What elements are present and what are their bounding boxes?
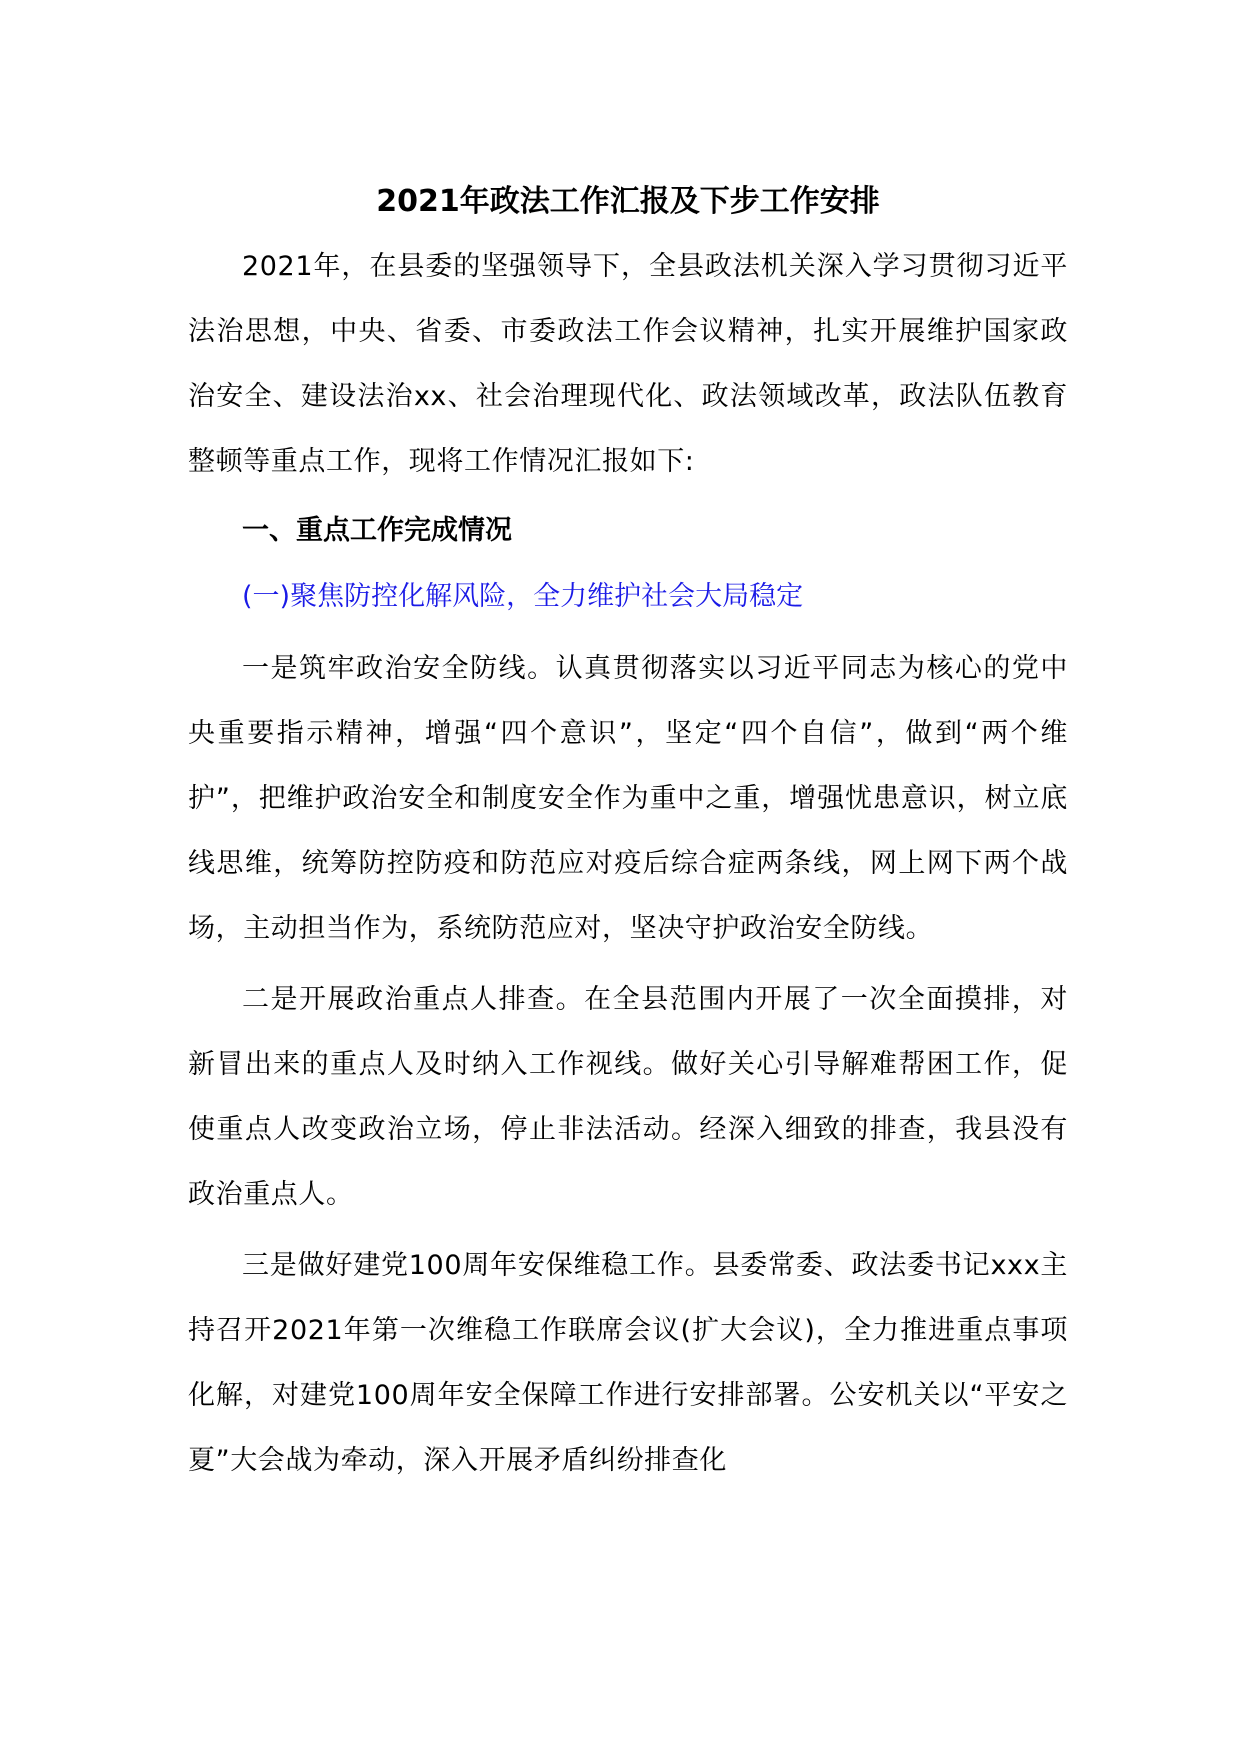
- document-body: [188, 176, 1068, 1493]
- body-paragraph-1: 一是筑牢政治安全防线。认真贯彻落实以习近平同志为核心的党中央重要指示精神，增强“四个意识”，坚定“四个自信”，做到“两个维护”，把维护政治安全和制度安全作为重中之重，增强忧患意识，树立底线思维，统筹防控防疫和防范应对疫后综合症两条线，网上网下两个战场，主动担当作为，系统防范应对，坚决守护政治安全防线。: [188, 653, 1068, 944]
- section-heading: 一、重点工作完成情况: [242, 515, 512, 546]
- body-paragraph-3: 三是做好建党100周年安保维稳工作。县委常委、政法委书记xxx主持召开2021年第一次维稳工作联席会议(扩大会议)，全力推进重点事项化解，对建党100周年安全保障工作进行安排部署。公安机关以“平安之夏”大会战为牵动，深入开展矛盾纠纷排查化: [188, 1250, 1068, 1476]
- intro-paragraph: 2021年，在县委的坚强领导下，全县政法机关深入学习贯彻习近平法治思想，中央、省委、市委政法工作会议精神，扎实开展维护国家政治安全、建设法治xx、社会治理现代化、政法领域改革，政法队伍教育整顿等重点工作，现将工作情况汇报如下:: [188, 251, 1068, 477]
- body-paragraph-2: 二是开展政治重点人排查。在全县范围内开展了一次全面摸排，对新冒出来的重点人及时纳入工作视线。做好关心引导解难帮困工作，促使重点人改变政治立场，停止非法活动。经深入细致的排查，我县没有政治重点人。: [188, 984, 1068, 1210]
- document-title: 2021年政法工作汇报及下步工作安排: [376, 184, 880, 219]
- subsection-heading: (一)聚焦防控化解风险，全力维护社会大局稳定: [242, 581, 804, 612]
